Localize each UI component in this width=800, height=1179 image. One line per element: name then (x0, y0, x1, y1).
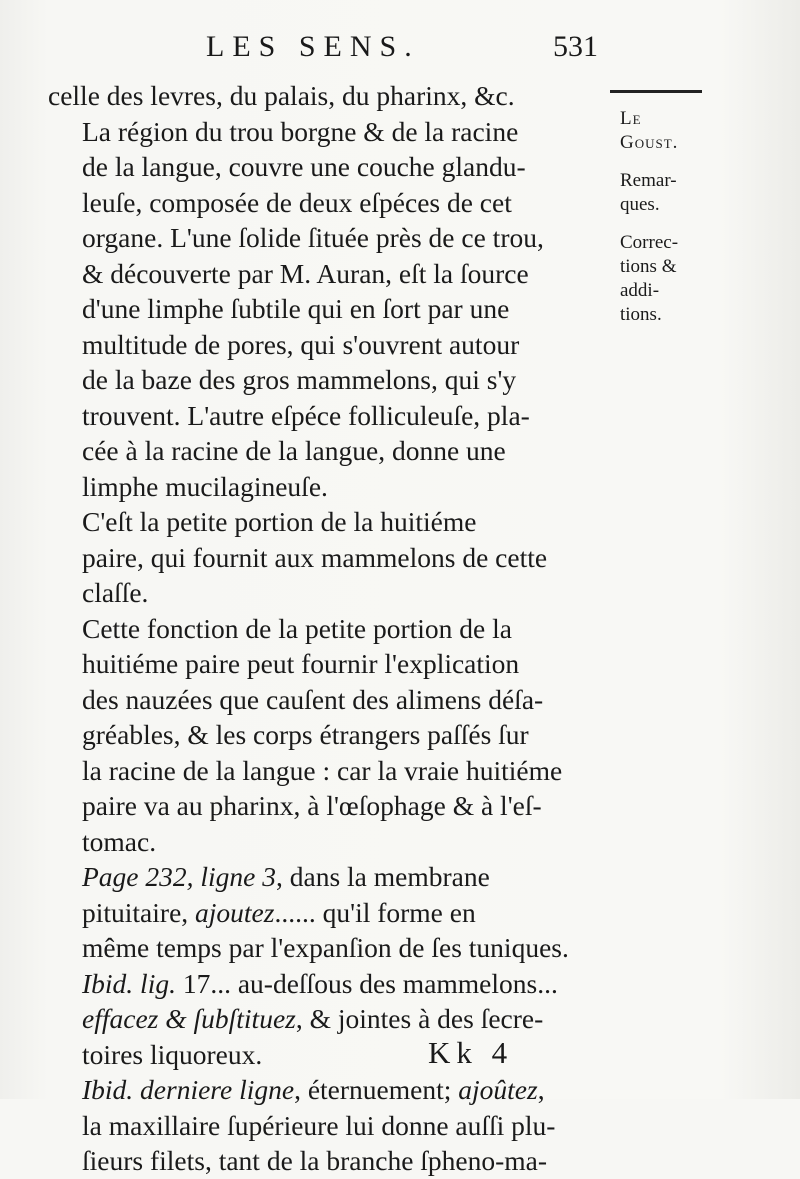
roman-text: ſieurs filets, tant de la branche ſpheno-ma- (82, 1145, 548, 1176)
page-number: 531 (553, 30, 598, 63)
text-line (48, 1072, 596, 1108)
text-line (48, 1143, 596, 1179)
margin-note-line: Correc- (620, 232, 679, 253)
roman-text: , & jointes à des ſecre- (295, 1003, 544, 1034)
margin-rule (610, 90, 702, 93)
text-line: La région du trou borgne & de la racine (82, 115, 519, 147)
text-line: paire va au pharinx, à l'œſophage & à l'eſ- (82, 790, 542, 821)
text-line: limphe mucilagineuſe. (82, 470, 328, 502)
text-line: organe. L'une ſolide ſituée près de ce trou, (82, 222, 544, 253)
running-head: LES SENS. (206, 30, 420, 63)
correction-entry (48, 1072, 596, 1179)
text-line: la racine de la langue : car la vraie huitiéme (82, 754, 563, 786)
text-line (48, 859, 596, 895)
text-line (48, 895, 596, 931)
roman-text: , éternuement; (294, 1074, 459, 1105)
paragraph (48, 114, 596, 505)
margin-notes (606, 78, 716, 341)
text-line: trouvent. L'autre eſpéce folliculeuſe, pla- (82, 399, 530, 431)
roman-text: ...... qu'il forme en (274, 896, 476, 928)
text-line (48, 1037, 596, 1073)
text-line: celle des levres, du palais, du pharinx, &c. (48, 80, 515, 111)
page-header (170, 30, 610, 74)
margin-note (620, 169, 716, 217)
italic-text: ajoutez (195, 896, 275, 928)
margin-note-line: Goust. (620, 132, 679, 153)
roman-text: , dans la membrane (276, 861, 490, 892)
text-line: cée à la racine de la langue, donne une (82, 435, 506, 466)
margin-note (620, 107, 716, 155)
roman-text: pituitaire, (82, 896, 196, 928)
text-line (48, 1001, 596, 1037)
text-line: claſſe. (82, 577, 149, 608)
margin-note (620, 231, 716, 327)
text-line: de la langue, couvre une couche glandu- (82, 151, 526, 182)
italic-text: Ibid. derniere ligne (82, 1074, 295, 1105)
text-line: gréables, & les corps étrangers paſſés ſur (82, 719, 529, 750)
italic-text: effacez & ſubſtituez (82, 1003, 296, 1034)
text-line (48, 966, 596, 1002)
correction-entry (48, 966, 596, 1073)
text-line: C'eſt la petite portion de la huitiéme (82, 506, 477, 537)
text-line: des nauzées que cauſent des alimens déſa- (82, 683, 544, 715)
signature-mark: Kk 4 (428, 1035, 514, 1070)
text-line (48, 1108, 596, 1144)
correction-entry (48, 859, 596, 966)
italic-text: Page 232, ligne 3 (82, 861, 276, 892)
text-line: paire, qui fournit aux mammelons de cette (82, 541, 548, 573)
main-text (48, 78, 596, 1179)
text-line: multitude de pores, qui s'ouvrent autour (82, 328, 520, 360)
text-line: tomac. (82, 825, 157, 857)
text-line (48, 930, 596, 966)
text-line: de la baze des gros mammelons, qui s'y (82, 364, 517, 395)
text-line: huitiéme paire peut fournir l'explication (82, 648, 520, 679)
italic-text: Ibid. lig. (82, 967, 176, 999)
roman-text: , (537, 1074, 545, 1105)
margin-note-line: tions. (620, 304, 662, 325)
margin-note-line: Remar- (620, 170, 677, 191)
text-line: d'une limphe ſubtile qui en ſort par une (82, 293, 510, 324)
roman-text: la maxillaire ſupérieure lui donne auſſi plu- (82, 1109, 556, 1141)
italic-text: ajoûtez (458, 1074, 538, 1105)
margin-note-line: ques. (620, 194, 660, 215)
text-line: leuſe, composée de deux eſpéces de cet (82, 186, 512, 218)
text-line: Cette fonction de la petite portion de la (82, 612, 512, 644)
paragraph (48, 611, 596, 860)
text-line: & découverte par M. Auran, eſt la ſource (82, 257, 529, 289)
paragraph (48, 504, 596, 611)
margin-note-line: tions & (620, 256, 677, 277)
margin-note-line: Le (620, 108, 642, 129)
roman-text: même temps par l'expanſion de ſes tuniques. (82, 932, 569, 963)
roman-text: toires liquoreux. (82, 1038, 263, 1070)
paragraph (48, 78, 596, 114)
roman-text: 17... au-deſſous des mammelons... (175, 967, 558, 999)
margin-note-line: addi- (620, 280, 660, 301)
